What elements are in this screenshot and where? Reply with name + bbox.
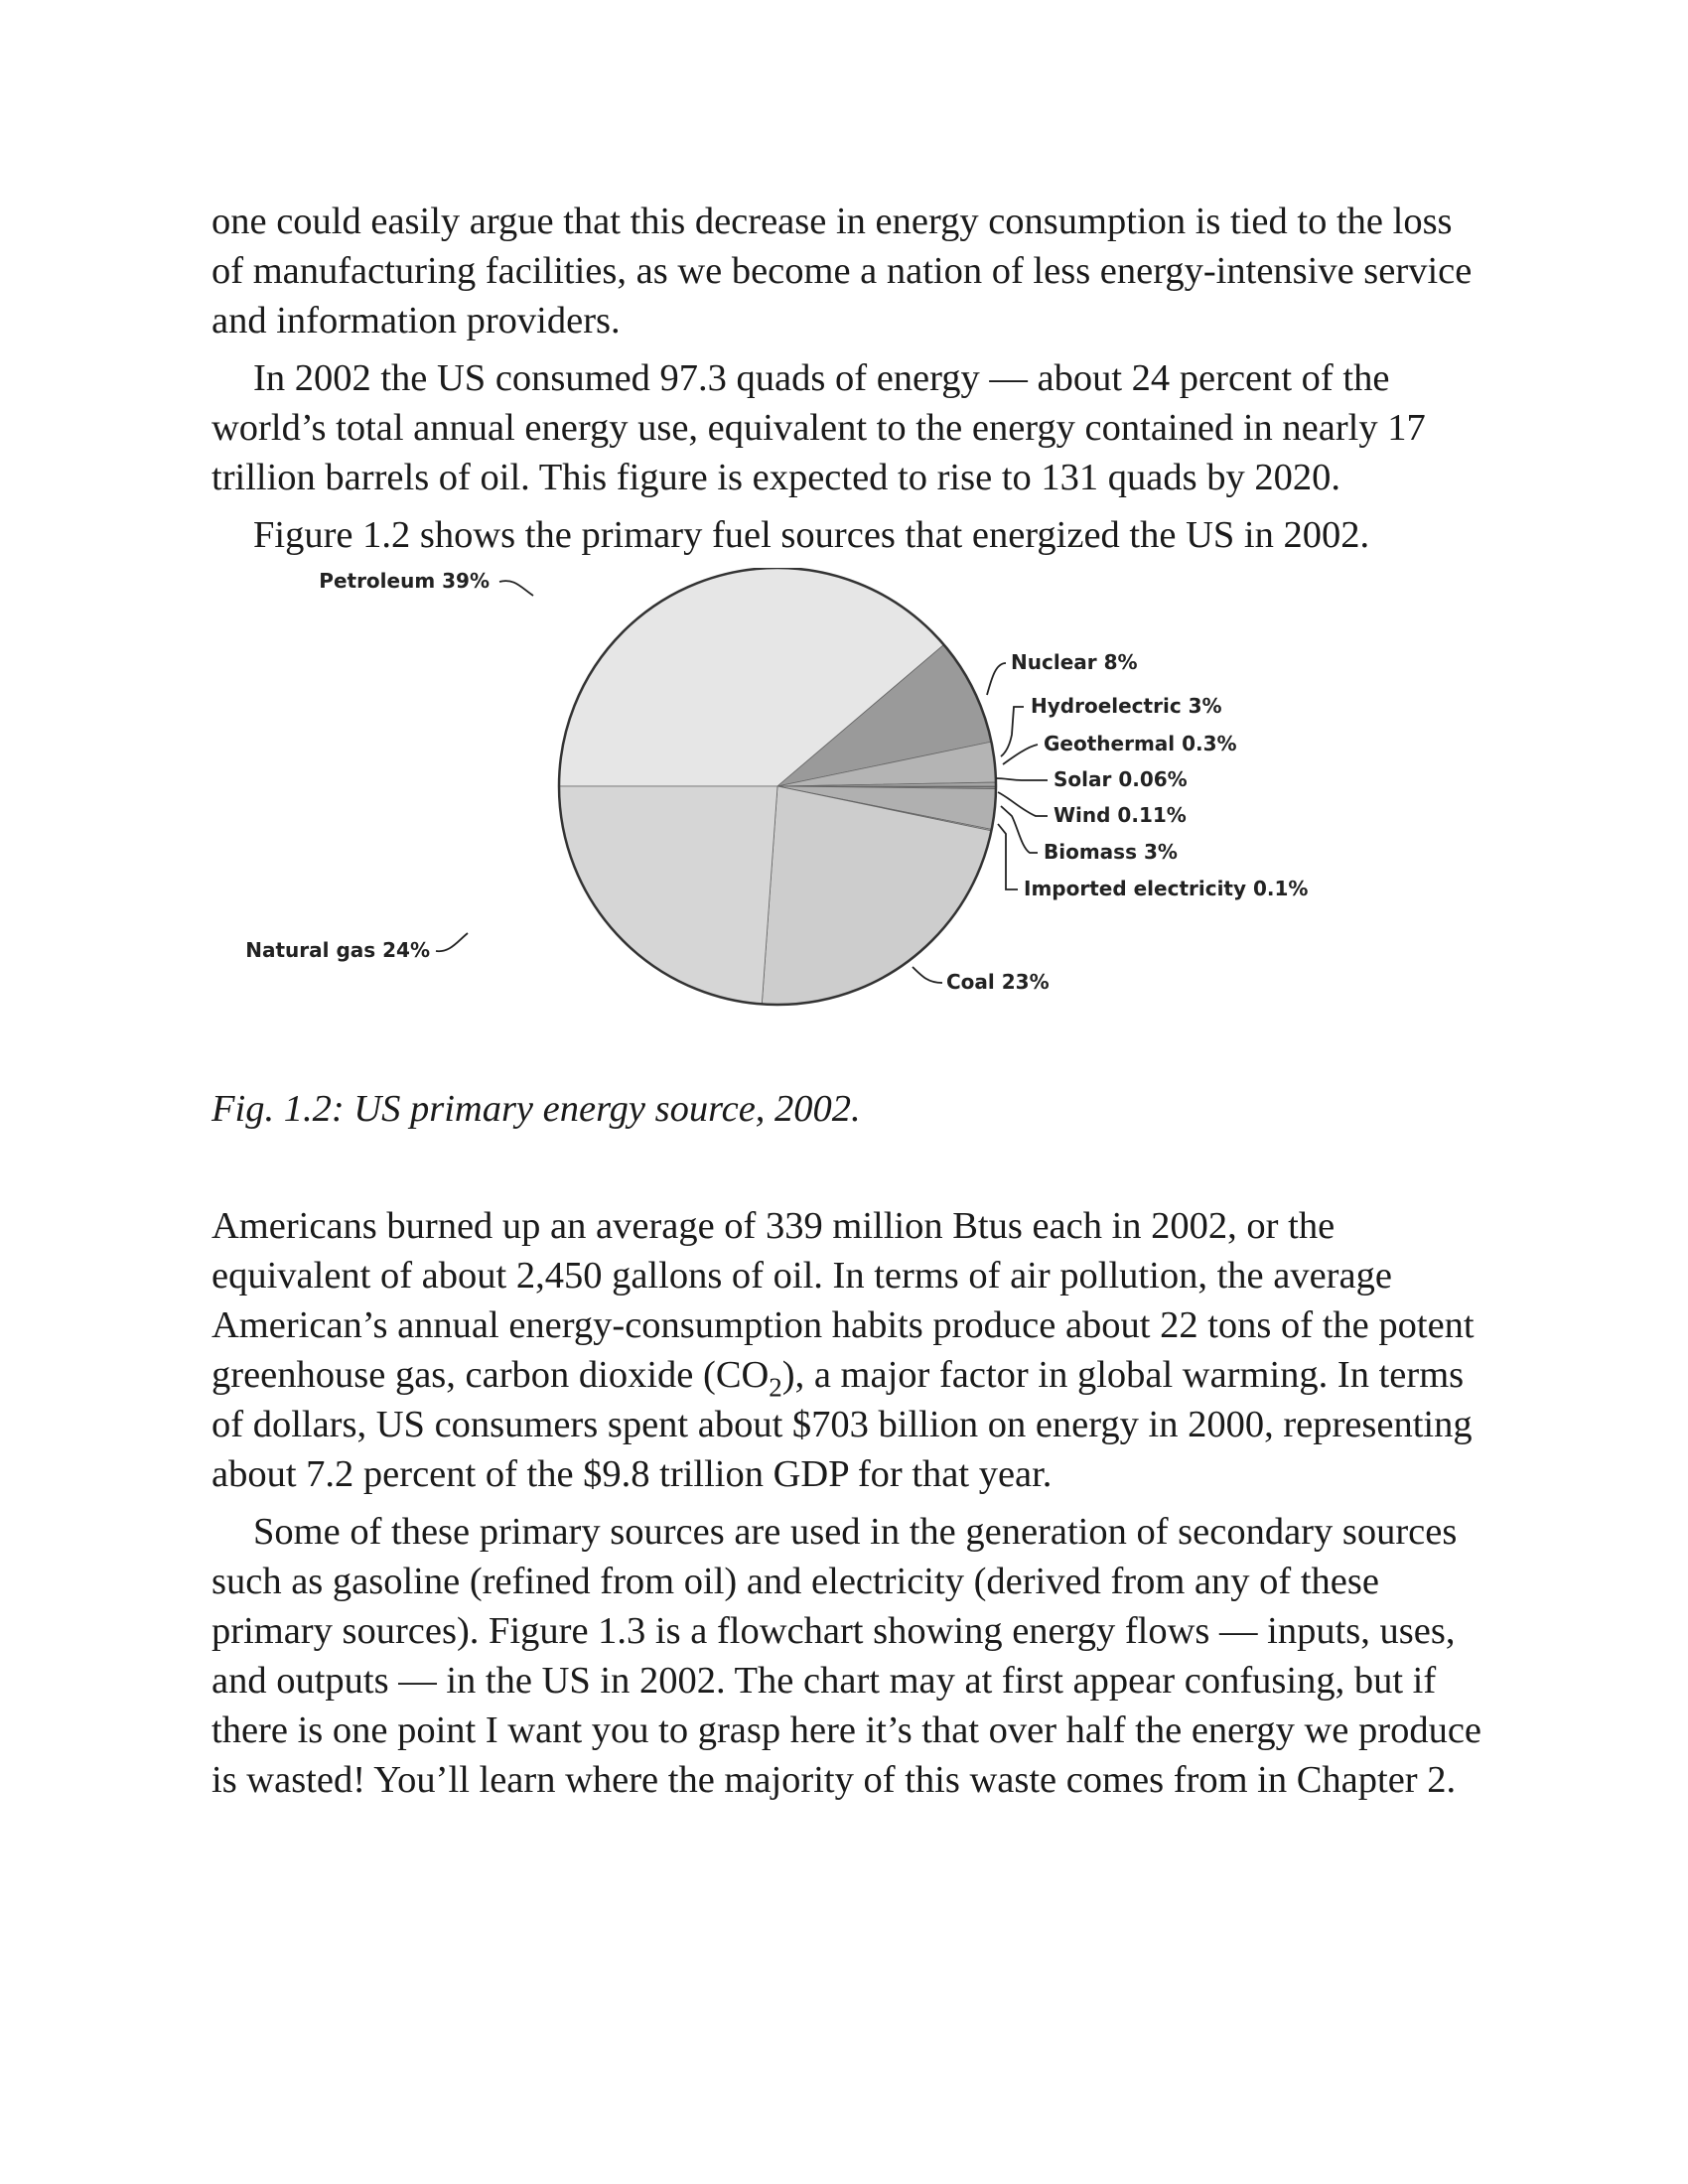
pie-label-biomass: Biomass 3%	[1044, 840, 1178, 864]
paragraph-4-text-b: ), a major factor in global warming. In terms of dollars, US consumers spent about $703 billion on energy in 2000, representing about 7.2 percent of the $9.8 trillion GDP for that year.	[211, 1354, 1473, 1495]
pie-label-coal: Coal 23%	[946, 970, 1050, 994]
figure-1-2	[211, 568, 1492, 1084]
leader-line-wind	[998, 792, 1048, 816]
pie-label-hydroelectric: Hydroelectric 3%	[1031, 694, 1222, 718]
leader-line-nuclear	[987, 663, 1006, 695]
pie-label-solar: Solar 0.06%	[1054, 767, 1188, 791]
leader-line-solar	[996, 778, 1048, 780]
paragraph-3: Figure 1.2 shows the primary fuel sources that energized the US in 2002.	[253, 514, 1370, 556]
paragraph-1: one could easily argue that this decrease in energy consumption is tied to the loss of manufacturing facilities, as we become a nation of less energy-intensive service and information providers.	[211, 201, 1473, 341]
leader-line-hydroelectric	[1001, 707, 1024, 756]
pie-chart	[211, 568, 1492, 1084]
pie-label-petroleum: Petroleum 39%	[319, 569, 490, 593]
leader-line-coal	[913, 967, 942, 983]
pie-label-imported-electricity: Imported electricity 0.1%	[1024, 877, 1309, 900]
pie-label-nuclear: Nuclear 8%	[1011, 650, 1138, 674]
pie-label-geothermal: Geothermal 0.3%	[1044, 732, 1237, 755]
paragraph-2: In 2002 the US consumed 97.3 quads of energy — about 24 percent of the world’s total annual energy use, equivalent to the energy contained in nearly 17 trillion barrels of oil. This figure is expected to rise to 131 quads by 2020.	[211, 357, 1426, 498]
figure-caption: Fig. 1.2: US primary energy source, 2002.	[211, 1088, 861, 1130]
paragraph-4	[211, 1201, 1492, 1499]
leader-line-imported-electricity	[998, 824, 1018, 889]
paragraph-5: Some of these primary sources are used in the generation of secondary sources such as gasoline (refined from oil) and electricity (derived from any of these primary sources). Figure 1.3 is a flowchart showing energy flows — inputs, uses, and outputs — in the US in 2002. The chart may at first appear confusing, but if there is one point I want you to grasp here it’s that over half the energy we produce is wasted! You’ll learn where the majority of this waste comes from in Chapter 2.	[211, 1511, 1482, 1801]
pie-label-natural-gas: Natural gas 24%	[245, 938, 430, 962]
paragraph-4-text-a: Americans burned up an average of 339 million Btus each in 2002, or the equivalent of about 2,450 gallons of oil. In terms of air pollution, the average American’s annual energy-consumption habits produce about 22 tons of the potent greenhouse gas, carbon dioxide (CO	[211, 1205, 1475, 1396]
pie-label-wind: Wind 0.11%	[1054, 803, 1187, 827]
leader-line-natural-gas	[436, 933, 468, 951]
leader-line-petroleum	[499, 581, 533, 596]
page-text	[211, 197, 1492, 1813]
co2-subscript: 2	[769, 1372, 782, 1403]
pie-slice-natural-gas	[559, 786, 777, 1004]
